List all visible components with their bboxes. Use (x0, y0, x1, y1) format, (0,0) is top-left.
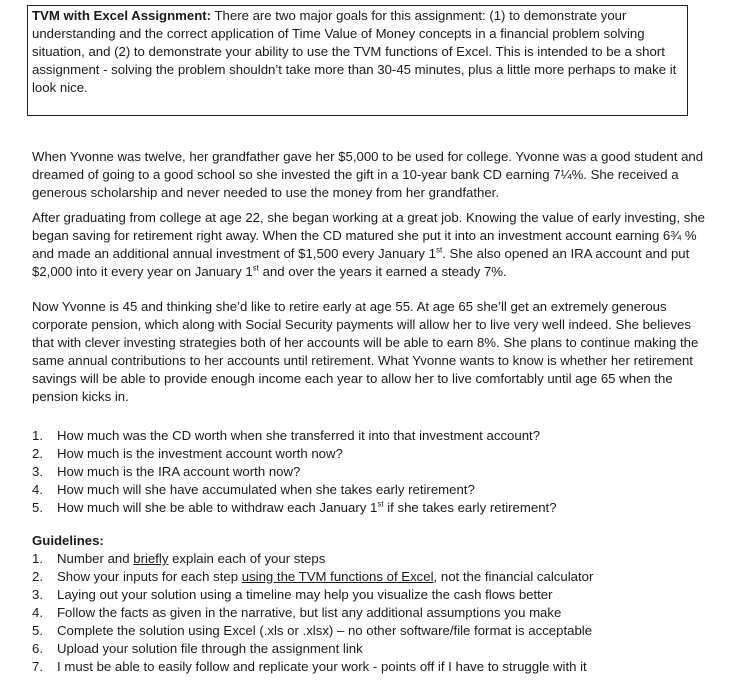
list-item (32, 586, 722, 604)
item-text: How much is the IRA account worth now? (57, 464, 301, 479)
list-item (32, 445, 722, 463)
question-list (32, 427, 722, 517)
paragraph-cd-gift: When Yvonne was twelve, her grandfather gave her $5,000 to be used for college. Yvonne was a good student and dreamed of going to a good school so she invested the gift in a 10-year bank CD earning 7¼%. She received a generous scholarship and never needed to use the money from her grandfather. (32, 149, 704, 200)
item-text: Laying out your solution using a timeline may help you visualize the cash flows better (57, 587, 553, 602)
item-number: 3. (32, 464, 43, 479)
list-item (32, 463, 722, 481)
item-text (57, 499, 557, 517)
item-text-part: if she takes early retirement? (383, 500, 557, 515)
item-text: How much was the CD worth when she transferred it into that investment account? (57, 428, 541, 443)
list-item (32, 604, 722, 622)
item-number: 2. (32, 569, 43, 584)
item-text: Upload your solution file through the assignment link (57, 641, 363, 656)
item-number: 7. (32, 659, 43, 674)
item-text (57, 568, 593, 586)
list-item (32, 499, 722, 517)
item-number: 4. (32, 605, 43, 620)
intro-title: TVM with Excel Assignment: (32, 8, 212, 23)
list-item (32, 550, 722, 568)
item-text: Follow the facts as given in the narrative, but list any additional assumptions you make (57, 605, 562, 620)
intro-box (27, 5, 688, 116)
item-number: 5. (32, 623, 43, 638)
list-item (32, 622, 722, 640)
underlined-text: briefly (133, 551, 169, 566)
item-number: 1. (32, 428, 43, 443)
paragraph-investing-part-a: After graduating from college at age 22, she began working at a great job. Knowing the value of early investing, she began saving for retirement right away. When the CD matured she put it into an investment account earning 6¾ % and made an additional annual investment of $1,500 every January 1 (32, 210, 705, 261)
guidelines-list (32, 550, 722, 676)
underlined-text: using the TVM functions of Excel (241, 569, 434, 584)
ordinal-suffix: st (377, 499, 384, 509)
item-number: 1. (32, 551, 43, 566)
ordinal-suffix: st (252, 263, 259, 273)
intro-text: There are two major goals for this assignment: (1) to demonstrate your understanding and the correct application of Time Value of Money concepts in a financial problem solving situation, and (2) to demonstrate your ability to use the TVM functions of Excel. This is intended to be a short assignment - solving the problem shouldn’t take more than 30-45 minutes, plus a little more perhaps to make it look nice. (32, 8, 677, 95)
item-text: Complete the solution using Excel (.xls or .xlsx) – no other software/file format is acceptable (57, 623, 593, 638)
item-text: How much will she have accumulated when she takes early retirement? (57, 482, 475, 497)
item-text (57, 550, 325, 568)
list-item (32, 568, 722, 586)
paragraph-investing-part-b: . She also opened an IRA account and put $2,000 into it every year on January 1 (32, 246, 690, 279)
list-item (32, 427, 722, 445)
paragraph-investing (32, 209, 714, 281)
item-text: How much is the investment account worth now? (57, 446, 343, 461)
item-text-part: explain each of your steps (168, 551, 326, 566)
paragraph-retirement: Now Yvonne is 45 and thinking she’d like to retire early at age 55. At age 65 she’ll get an extremely generous corporate pension, which along with Social Security payments will allow her to live very well indeed. She believes that with clever investing strategies both of her accounts will be able to earn 8%. She plans to continue making the same annual contributions to her accounts until retirement. What Yvonne wants to know is whether her retirement savings will be able to provide enough income each year to allow her to live comfortably until age 65 when the pension kicks in. (32, 299, 699, 404)
item-number: 4. (32, 482, 43, 497)
item-text-part: , not the financial calculator (433, 569, 594, 584)
item-number: 3. (32, 587, 43, 602)
ordinal-suffix: st (435, 245, 443, 255)
item-text-part: Number and (57, 551, 134, 566)
guidelines-heading: Guidelines: (32, 533, 104, 548)
paragraph-investing-part-c: and over the years it earned a steady 7%. (258, 264, 507, 279)
item-number: 5. (32, 500, 43, 515)
item-text-part: How much will she be able to withdraw each January 1 (57, 500, 378, 515)
item-text-part: Show your inputs for each step (57, 569, 242, 584)
list-item (32, 481, 722, 499)
list-item (32, 658, 722, 676)
list-item (32, 640, 722, 658)
item-text: I must be able to easily follow and replicate your work - points off if I have to struggle with it (57, 659, 587, 674)
item-number: 2. (32, 446, 43, 461)
item-number: 6. (32, 641, 43, 656)
